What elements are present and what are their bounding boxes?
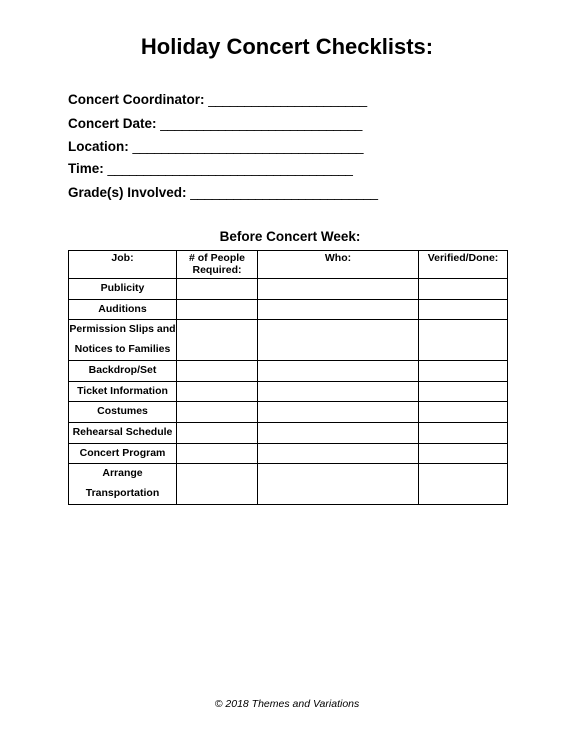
concert-coordinator-field[interactable] bbox=[68, 91, 367, 108]
field-label: Concert Coordinator: bbox=[68, 92, 205, 107]
table-row bbox=[69, 443, 508, 464]
people-cell[interactable] bbox=[177, 299, 258, 320]
who-cell[interactable] bbox=[258, 299, 419, 320]
who-cell[interactable] bbox=[258, 422, 419, 443]
who-cell[interactable] bbox=[258, 443, 419, 464]
who-cell[interactable] bbox=[258, 360, 419, 381]
field-label: Time: bbox=[68, 161, 104, 176]
header-verified-done: Verified/Done: bbox=[419, 251, 508, 279]
fill-in-line[interactable]: ______________________ bbox=[208, 92, 367, 107]
copyright-footer: © 2018 Themes and Variations bbox=[214, 698, 360, 710]
grades-involved-field[interactable] bbox=[68, 184, 378, 201]
section-title: Before Concert Week: bbox=[219, 229, 361, 244]
table-row bbox=[69, 381, 508, 402]
verified-cell[interactable] bbox=[419, 422, 508, 443]
who-cell[interactable] bbox=[258, 279, 419, 300]
header-people-required: # of People Required: bbox=[177, 251, 258, 279]
fill-in-line[interactable]: ____________________________ bbox=[160, 116, 363, 131]
table-row bbox=[69, 360, 508, 381]
verified-cell[interactable] bbox=[419, 443, 508, 464]
verified-cell[interactable] bbox=[419, 464, 508, 504]
who-cell[interactable] bbox=[258, 320, 419, 360]
job-cell: Auditions bbox=[69, 299, 177, 320]
table-row bbox=[69, 402, 508, 423]
who-cell[interactable] bbox=[258, 381, 419, 402]
people-cell[interactable] bbox=[177, 279, 258, 300]
table-row bbox=[69, 299, 508, 320]
people-cell[interactable] bbox=[177, 422, 258, 443]
location-field[interactable] bbox=[68, 138, 363, 155]
header-job: Job: bbox=[69, 251, 177, 279]
job-cell: Ticket Information bbox=[69, 381, 177, 402]
people-cell[interactable] bbox=[177, 360, 258, 381]
concert-date-field[interactable] bbox=[68, 115, 362, 132]
page-title: Holiday Concert Checklists: bbox=[140, 34, 434, 59]
fill-in-line[interactable]: ________________________________ bbox=[132, 139, 364, 154]
verified-cell[interactable] bbox=[419, 360, 508, 381]
fill-in-line[interactable]: __________________________________ bbox=[107, 161, 353, 176]
people-cell[interactable] bbox=[177, 320, 258, 360]
verified-cell[interactable] bbox=[419, 320, 508, 360]
job-cell: Permission Slips and Notices to Families bbox=[69, 320, 177, 360]
job-cell: Arrange Transportation bbox=[69, 464, 177, 504]
verified-cell[interactable] bbox=[419, 381, 508, 402]
table-row bbox=[69, 320, 508, 360]
table-row bbox=[69, 422, 508, 443]
verified-cell[interactable] bbox=[419, 299, 508, 320]
table-header-row bbox=[69, 251, 508, 279]
people-cell[interactable] bbox=[177, 443, 258, 464]
people-cell[interactable] bbox=[177, 381, 258, 402]
people-cell[interactable] bbox=[177, 402, 258, 423]
verified-cell[interactable] bbox=[419, 402, 508, 423]
verified-cell[interactable] bbox=[419, 279, 508, 300]
field-label: Concert Date: bbox=[68, 116, 157, 131]
job-cell: Rehearsal Schedule bbox=[69, 422, 177, 443]
field-label: Location: bbox=[68, 139, 129, 154]
people-cell[interactable] bbox=[177, 464, 258, 504]
job-cell: Costumes bbox=[69, 402, 177, 423]
header-who: Who: bbox=[258, 251, 419, 279]
who-cell[interactable] bbox=[258, 402, 419, 423]
table-row bbox=[69, 279, 508, 300]
table-row bbox=[69, 464, 508, 504]
field-label: Grade(s) Involved: bbox=[68, 185, 187, 200]
checklist-table bbox=[68, 250, 508, 505]
time-field[interactable] bbox=[68, 160, 353, 177]
fill-in-line[interactable]: __________________________ bbox=[190, 185, 378, 200]
job-cell: Backdrop/Set bbox=[69, 360, 177, 381]
job-cell: Concert Program bbox=[69, 443, 177, 464]
who-cell[interactable] bbox=[258, 464, 419, 504]
job-cell: Publicity bbox=[69, 279, 177, 300]
